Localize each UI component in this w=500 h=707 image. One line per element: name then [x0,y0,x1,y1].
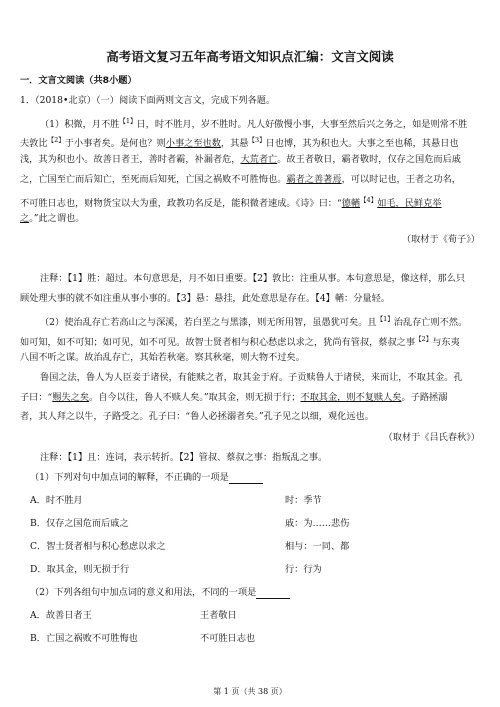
passage2-text: （2）使治乱存亡若高山之与深溪，若白垩之与黑漆，则无所用智，虽愚犹可矣。且 [40,317,377,329]
page-title: 高考语文复习五年高考语文知识点汇编：文言文阅读 [106,49,394,64]
q1-option-a-explain: 时：季节 [285,495,322,506]
passage1-text: 日也博，其为积也大。大事之至也稀，其悬日也 [265,138,459,150]
q1-stem [30,472,263,484]
passage2-text: 子曰：“ [20,392,53,403]
underlined-phrase: 德輶 [341,198,361,210]
underlined-phrase: 大荒者亡 [240,154,278,165]
passage1-line6 [20,213,84,225]
footnote-ref: 【2】 [47,136,65,144]
passage1-line4 [20,174,461,186]
q2-option-b-explain: 不可胜日志也 [200,633,256,644]
passage2-line5 [20,392,447,404]
passage1-text: 。故王者敬日，霸者敬时，仅存之国危而后戚 [277,154,461,165]
answer-blank [229,474,263,484]
underlined-phrase: 不取其金，则不复赎人矣 [300,392,402,403]
passage1-text: 。”此之谓也。 [29,213,85,224]
q1-option-d: D．取其金，则无损于行 [30,564,130,575]
q2-option-b: B．亡国之祸败不可胜悔也 [30,633,138,644]
passage2-source: （取材于《吕氏春秋》） [383,432,480,443]
passage1-text: 于小事者矣。是何也？则 [64,138,166,150]
passage1-source: （取材于《荀子》） [401,234,480,245]
q1-stem-text: （1）下列对句中加点词的解释，不正确的一项是 [30,472,229,483]
passage1-text: 夫敦比 [20,138,48,150]
footnote-ref: 【3】 [248,136,266,144]
passage2-text: 治乱存亡则不然。 [393,317,468,329]
q1-option-d-explain: 行：行为 [285,564,322,575]
q2-option-a: A．故善日者王 [30,610,92,621]
page-footer: 第 1 页（共 38 页） [213,687,287,696]
footnote-ref: 【1】 [376,315,394,323]
passage2-line1 [40,313,467,329]
passage1-text: 日，时不胜月，岁不胜时。凡人好傲慢小事，大事至然后兴之务之，如是则常不胜 [136,119,468,131]
q2-stem-text: （2）下列各组句中加点词的意义和用法，不同的一项是 [30,587,257,598]
passage1-line3 [20,154,461,166]
footnote-ref: 【2】 [415,335,433,343]
passage2-text: 如可知，如不可知；如可见，如不可见。故智士贤者相与积心愁虑以求之，犹尚有管叔，蔡叔之事 [20,337,416,349]
passage2-line2 [20,333,460,349]
note2-line1: 注释：【1】且：连词，表示转折。【2】管叔、蔡叔之事：指叛乱之事。 [40,452,328,463]
passage1-text: ，其悬 [220,138,249,150]
passage2-line3: 八国不听之谋。故治乱存亡，其始若秋毫。察其秋毫，则大物不过矣。 [20,352,305,363]
note1-line2: 顾处理大事的就不如注重从事小事的。【3】悬：悬挂，此处意思是存在。【4】輶：分量轻。 [20,293,390,304]
q1-option-b: B．仅存之国危而后戚之 [30,518,129,529]
passage2-text: 。子路拯溺 [401,392,448,403]
passage2-text: 。自今以往，鲁人不赎人矣。”取其金，则无损于行； [89,392,301,403]
q1-option-a: A．时不胜月 [30,495,83,506]
passage1-line5 [20,194,442,210]
underlined-phrase: 小事之至也数 [165,138,221,150]
underlined-phrase: 之 [20,213,30,224]
question-intro: 1．（2018•北京）（一）阅读下面两则文言文，完成下列各题。 [20,95,276,106]
underlined-phrase: 如毛，民鲜克举 [377,198,442,210]
passage1-text: 浅，其为积也小。故善日者王，善时者霸，补漏者危， [20,154,241,165]
footnote-ref: 【1】 [119,117,137,125]
passage1-line2 [20,134,459,150]
passage1-line1 [40,115,467,131]
q1-option-c-explain: 相与：一同、都 [285,541,350,552]
passage1-text: （1）积微，月不胜 [40,119,120,131]
passage2-line4: 鲁国之法，鲁人为人臣妾于诸侯，有能赎之者，取其金于府。子贡赎鲁人于诸侯，来而让，不取其金。孔 [40,372,463,383]
answer-blank [256,589,290,599]
q1-option-b-explain: 戚：为……悲伤 [285,518,350,529]
q1-option-c: C．智士贤者相与积心愁虑以求之 [30,541,166,552]
passage2-text: 与东夷 [432,337,460,349]
section-heading: 一．文言文阅读（共8小题） [20,75,137,86]
underlined-phrase: 赐失之矣 [52,392,90,403]
footnote-ref: 【4】 [360,196,378,204]
q2-stem [30,587,290,599]
passage2-line6: 者，其人拜之以牛，子路受之。孔子曰：“鲁人必拯溺者矣。”孔子见之以细，观化远也。 [20,411,374,422]
note1-line1: 注释：【1】胜：超过。本句意思是，月不如日重要。【2】敦比：注重从事。本句意思是，像这样，那么只 [40,273,466,284]
underlined-phrase: 霸者之善著焉 [286,174,342,185]
passage1-text: 之，亡国至亡而后知亡，至死而后知死，亡国之祸败不可胜悔也。 [20,174,287,185]
q2-option-a-explain: 王者敬日 [200,610,237,621]
passage1-text: 不可胜日志也，财物货宝以大为重，政教功名反是，能积微者速成。《诗》曰：“ [20,198,342,210]
passage1-text: ，可以时记也，王者之功名， [341,174,461,185]
